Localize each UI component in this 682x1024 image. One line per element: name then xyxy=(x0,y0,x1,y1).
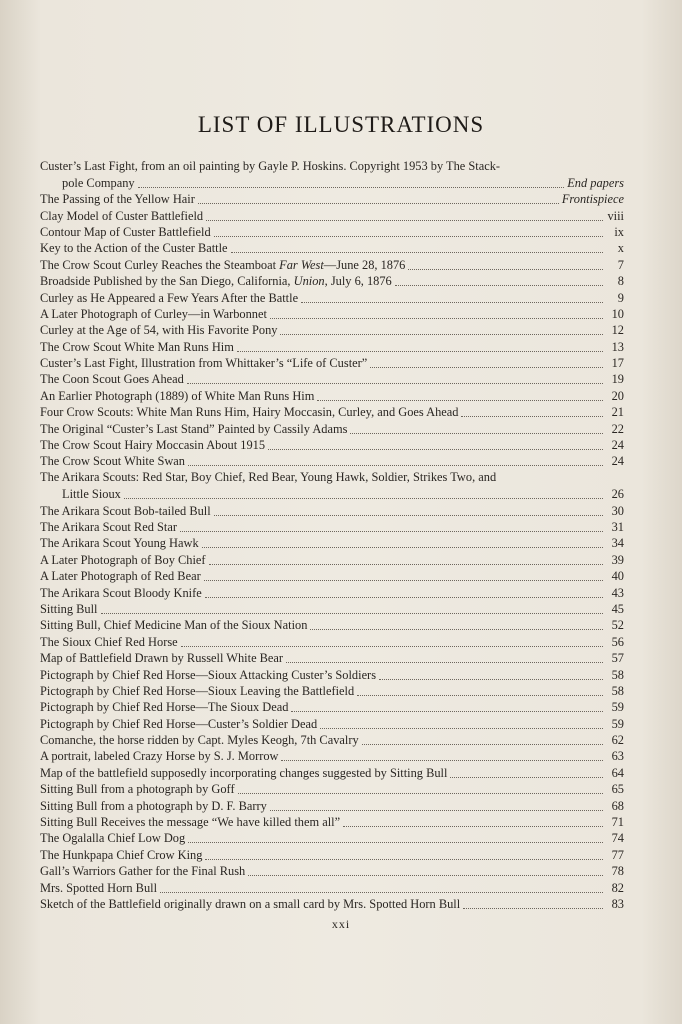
leader-dots xyxy=(188,841,603,843)
leader-dots xyxy=(205,858,603,860)
illustration-entry xyxy=(40,764,624,780)
entry-title: Gall’s Warriors Gather for the Final Rush xyxy=(40,864,246,879)
entry-title: The Hunkpapa Chief Crow King xyxy=(40,847,203,862)
entry-title: Mrs. Spotted Horn Bull xyxy=(40,880,158,895)
entry-title: Map of the battlefield supposedly incorporating changes suggested by Sitting Bull xyxy=(40,765,448,780)
entry-title: Sitting Bull from a photograph by D. F. Barry xyxy=(40,798,267,813)
entry-page-number: 24 xyxy=(611,438,624,453)
entry-title-line-2: Little Sioux xyxy=(62,487,121,502)
leader-dots xyxy=(160,891,603,893)
illustration-entry xyxy=(40,814,624,830)
entry-page-number: 17 xyxy=(611,356,624,371)
entry-title: The Crow Scout Hairy Moccasin About 1915 xyxy=(40,438,266,453)
leader-dots xyxy=(362,743,603,745)
entry-title: Map of Battlefield Drawn by Russell White Bear xyxy=(40,651,284,666)
illustration-entry xyxy=(40,355,624,371)
leader-dots xyxy=(270,809,603,811)
leader-dots xyxy=(281,759,603,761)
entry-title: An Earlier Photograph (1889) of White Man Runs Him xyxy=(40,388,315,403)
entry-page-number: 22 xyxy=(611,421,624,436)
leader-dots xyxy=(408,268,603,270)
leader-dots xyxy=(238,792,603,794)
entry-page-number: 58 xyxy=(611,683,624,698)
leader-dots xyxy=(268,448,603,450)
entry-page-number: End papers xyxy=(567,175,624,190)
illustration-entry xyxy=(40,387,624,403)
entry-page-number: 56 xyxy=(611,634,624,649)
entry-page-number: 40 xyxy=(611,569,624,584)
entry-title: The Arikara Scout Red Star xyxy=(40,520,177,535)
leader-dots xyxy=(320,727,603,729)
entry-title: Pictograph by Chief Red Horse—Custer’s Soldier Dead xyxy=(40,716,318,731)
page-number: xxi xyxy=(331,917,351,931)
entry-title: Sketch of the Battlefield originally drawn on a small card by Mrs. Spotted Horn Bull xyxy=(40,897,461,911)
illustration-entry xyxy=(40,748,624,764)
entry-title: Custer’s Last Fight, Illustration from Whittaker’s “Life of Custer” xyxy=(40,356,368,371)
illustration-entry xyxy=(40,519,624,535)
leader-dots xyxy=(463,907,603,909)
illustration-entry xyxy=(40,338,624,354)
entry-page-number: 9 xyxy=(617,290,624,305)
illustration-entry xyxy=(40,797,624,813)
illustration-entry xyxy=(40,683,624,699)
illustration-entry xyxy=(40,879,624,895)
entry-title: Pictograph by Chief Red Horse—Sioux Leaving the Battlefield xyxy=(40,683,355,698)
illustration-entry xyxy=(40,273,624,289)
leader-dots xyxy=(206,219,603,221)
entry-page-number: 10 xyxy=(611,306,624,321)
leader-dots xyxy=(214,235,603,237)
illustration-entry xyxy=(40,715,624,731)
illustration-entry xyxy=(40,371,624,387)
entry-page-number: 30 xyxy=(611,503,624,518)
leader-dots xyxy=(280,333,603,335)
entry-title: The Coon Scout Goes Ahead xyxy=(40,372,184,387)
leader-dots xyxy=(187,382,603,384)
entry-title: The Crow Scout Curley Reaches the Steamboat Far West—June 28, 1876 xyxy=(40,257,406,272)
illustration-entry xyxy=(40,732,624,748)
leader-dots xyxy=(181,645,603,647)
entry-title: Four Crow Scouts: White Man Runs Him, Hairy Moccasin, Curley, and Goes Ahead xyxy=(40,405,459,420)
leader-dots xyxy=(370,366,603,368)
illustration-entry xyxy=(40,404,624,420)
entry-page-number: 59 xyxy=(611,700,624,715)
entry-page-number: 43 xyxy=(611,585,624,600)
entry-page-number: ix xyxy=(614,224,624,239)
entry-title: Curley as He Appeared a Few Years After the Battle xyxy=(40,290,299,305)
entry-page-number: 31 xyxy=(611,520,624,535)
entry-title: Contour Map of Custer Battlefield xyxy=(40,224,211,239)
leader-dots xyxy=(317,399,603,401)
leader-dots xyxy=(204,579,603,581)
entry-title: A portrait, labeled Crazy Horse by S. J. Morrow xyxy=(40,749,279,764)
leader-dots xyxy=(248,874,603,876)
entry-title: Pictograph by Chief Red Horse—The Sioux Dead xyxy=(40,700,289,715)
illustration-entry xyxy=(40,699,624,715)
illustration-entry xyxy=(40,650,624,666)
illustration-entry xyxy=(40,420,624,436)
illustration-entry xyxy=(40,601,624,617)
leader-dots xyxy=(286,661,603,663)
leader-dots xyxy=(395,284,603,286)
entry-page-number: 82 xyxy=(611,880,624,895)
entry-title: The Crow Scout White Swan xyxy=(40,454,185,469)
entry-page-number: 77 xyxy=(611,847,624,862)
entry-page-number: 13 xyxy=(611,339,624,354)
page-title: LIST OF ILLUSTRATIONS xyxy=(197,112,485,137)
illustration-entry xyxy=(40,535,624,551)
leader-dots xyxy=(450,776,603,778)
entry-title: Curley at the Age of 54, with His Favorite Pony xyxy=(40,323,278,338)
entry-title: The Arikara Scout Bloody Knife xyxy=(40,585,202,600)
entry-page-number: 34 xyxy=(611,536,624,551)
leader-dots xyxy=(343,825,603,827)
leader-dots xyxy=(214,514,603,516)
entry-page-number: 45 xyxy=(611,601,624,616)
entry-page-number: 26 xyxy=(611,487,624,502)
leader-dots xyxy=(209,563,603,565)
entry-page-number: 68 xyxy=(611,798,624,813)
entry-title: Sitting Bull Receives the message “We have killed them all” xyxy=(40,815,341,830)
entry-page-number: 59 xyxy=(611,716,624,731)
entry-page-number: 62 xyxy=(611,733,624,748)
entry-page-number: 71 xyxy=(611,815,624,830)
illustration-entry xyxy=(40,240,624,256)
entry-page-number: 74 xyxy=(611,831,624,846)
entry-title: A Later Photograph of Boy Chief xyxy=(40,552,206,567)
illustrations-list xyxy=(40,158,624,912)
entry-title: Key to the Action of the Custer Battle xyxy=(40,241,228,256)
entry-page-number: 12 xyxy=(611,323,624,338)
illustration-entry xyxy=(40,322,624,338)
illustration-entry xyxy=(40,896,624,912)
entry-page-number: 78 xyxy=(611,864,624,879)
illustration-entry xyxy=(40,781,624,797)
entry-page-number: x xyxy=(617,241,624,256)
illustration-entry xyxy=(40,224,624,240)
entry-title: The Original “Custer’s Last Stand” Painted by Cassily Adams xyxy=(40,421,348,436)
entry-title: Broadside Published by the San Diego, California, Union, July 6, 1876 xyxy=(40,274,392,289)
leader-dots xyxy=(237,350,603,352)
illustration-entry xyxy=(40,256,624,272)
leader-dots xyxy=(301,301,603,303)
entry-title: The Arikara Scout Young Hawk xyxy=(40,536,199,551)
entry-page-number: 8 xyxy=(617,274,624,289)
entry-title: The Arikara Scout Bob-tailed Bull xyxy=(40,503,211,518)
entry-title: Comanche, the horse ridden by Capt. Myles Keogh, 7th Cavalry xyxy=(40,733,359,748)
leader-dots xyxy=(202,546,603,548)
illustration-entry xyxy=(40,568,624,584)
entry-title-line-1: Custer’s Last Fight, from an oil painting by Gayle P. Hoskins. Copyright 1953 by The Stack- xyxy=(40,159,501,173)
entry-page-number: 21 xyxy=(611,405,624,420)
illustration-entry xyxy=(40,633,624,649)
illustration-entry xyxy=(40,584,624,600)
leader-dots xyxy=(124,497,603,499)
illustration-entry xyxy=(40,437,624,453)
leader-dots xyxy=(231,251,603,253)
illustration-entry xyxy=(40,502,624,518)
entry-page-number: 63 xyxy=(611,749,624,764)
illustration-entry xyxy=(40,207,624,223)
entry-title: Sitting Bull from a photograph by Goff xyxy=(40,782,235,797)
illustration-entry xyxy=(40,551,624,567)
entry-page-number: Frontispiece xyxy=(561,192,624,207)
entry-title-line-1: The Arikara Scouts: Red Star, Boy Chief, Red Bear, Young Hawk, Soldier, Strikes Two, and xyxy=(40,470,497,485)
entry-page-number: 58 xyxy=(611,667,624,682)
leader-dots xyxy=(291,710,603,712)
entry-page-number: 83 xyxy=(611,897,624,911)
illustration-entry xyxy=(40,191,624,207)
entry-page-number: 57 xyxy=(611,651,624,666)
entry-page-number: 24 xyxy=(611,454,624,469)
entry-page-number: 39 xyxy=(611,552,624,567)
illustration-entry xyxy=(40,863,624,879)
leader-dots xyxy=(461,415,603,417)
leader-dots xyxy=(138,186,565,188)
illustration-entry xyxy=(40,617,624,633)
entry-page-number: 64 xyxy=(611,765,624,780)
entry-title: A Later Photograph of Red Bear xyxy=(40,569,201,584)
entry-title: A Later Photograph of Curley—in Warbonnet xyxy=(40,306,267,321)
entry-title: Sitting Bull, Chief Medicine Man of the Sioux Nation xyxy=(40,618,308,633)
leader-dots xyxy=(379,678,603,680)
leader-dots xyxy=(270,317,603,319)
entry-title: The Passing of the Yellow Hair xyxy=(40,192,195,207)
entry-title: The Ogalalla Chief Low Dog xyxy=(40,831,186,846)
illustration-entry xyxy=(40,666,624,682)
leader-dots xyxy=(198,202,559,204)
entry-page-number: 19 xyxy=(611,372,624,387)
leader-dots xyxy=(101,612,604,614)
leader-dots xyxy=(350,432,603,434)
entry-title: The Sioux Chief Red Horse xyxy=(40,634,178,649)
entry-page-number: viii xyxy=(607,208,624,223)
entry-title-line-2: pole Company xyxy=(62,175,135,190)
illustration-entry xyxy=(40,289,624,305)
leader-dots xyxy=(310,628,603,630)
illustration-entry xyxy=(40,453,624,469)
illustration-entry xyxy=(40,306,624,322)
entry-title: Sitting Bull xyxy=(40,601,98,616)
entry-page-number: 65 xyxy=(611,782,624,797)
leader-dots xyxy=(188,464,603,466)
leader-dots xyxy=(357,694,603,696)
entry-page-number: 52 xyxy=(611,618,624,633)
entry-title: Clay Model of Custer Battlefield xyxy=(40,208,204,223)
illustration-entry xyxy=(40,846,624,862)
entry-page-number: 20 xyxy=(611,388,624,403)
illustration-entry xyxy=(40,830,624,846)
illustration-entry xyxy=(40,469,624,502)
entry-title: Pictograph by Chief Red Horse—Sioux Attacking Custer’s Soldiers xyxy=(40,667,377,682)
entry-page-number: 7 xyxy=(617,257,624,272)
entry-title: The Crow Scout White Man Runs Him xyxy=(40,339,234,354)
illustration-entry xyxy=(40,158,624,191)
leader-dots xyxy=(205,596,603,598)
leader-dots xyxy=(180,530,603,532)
